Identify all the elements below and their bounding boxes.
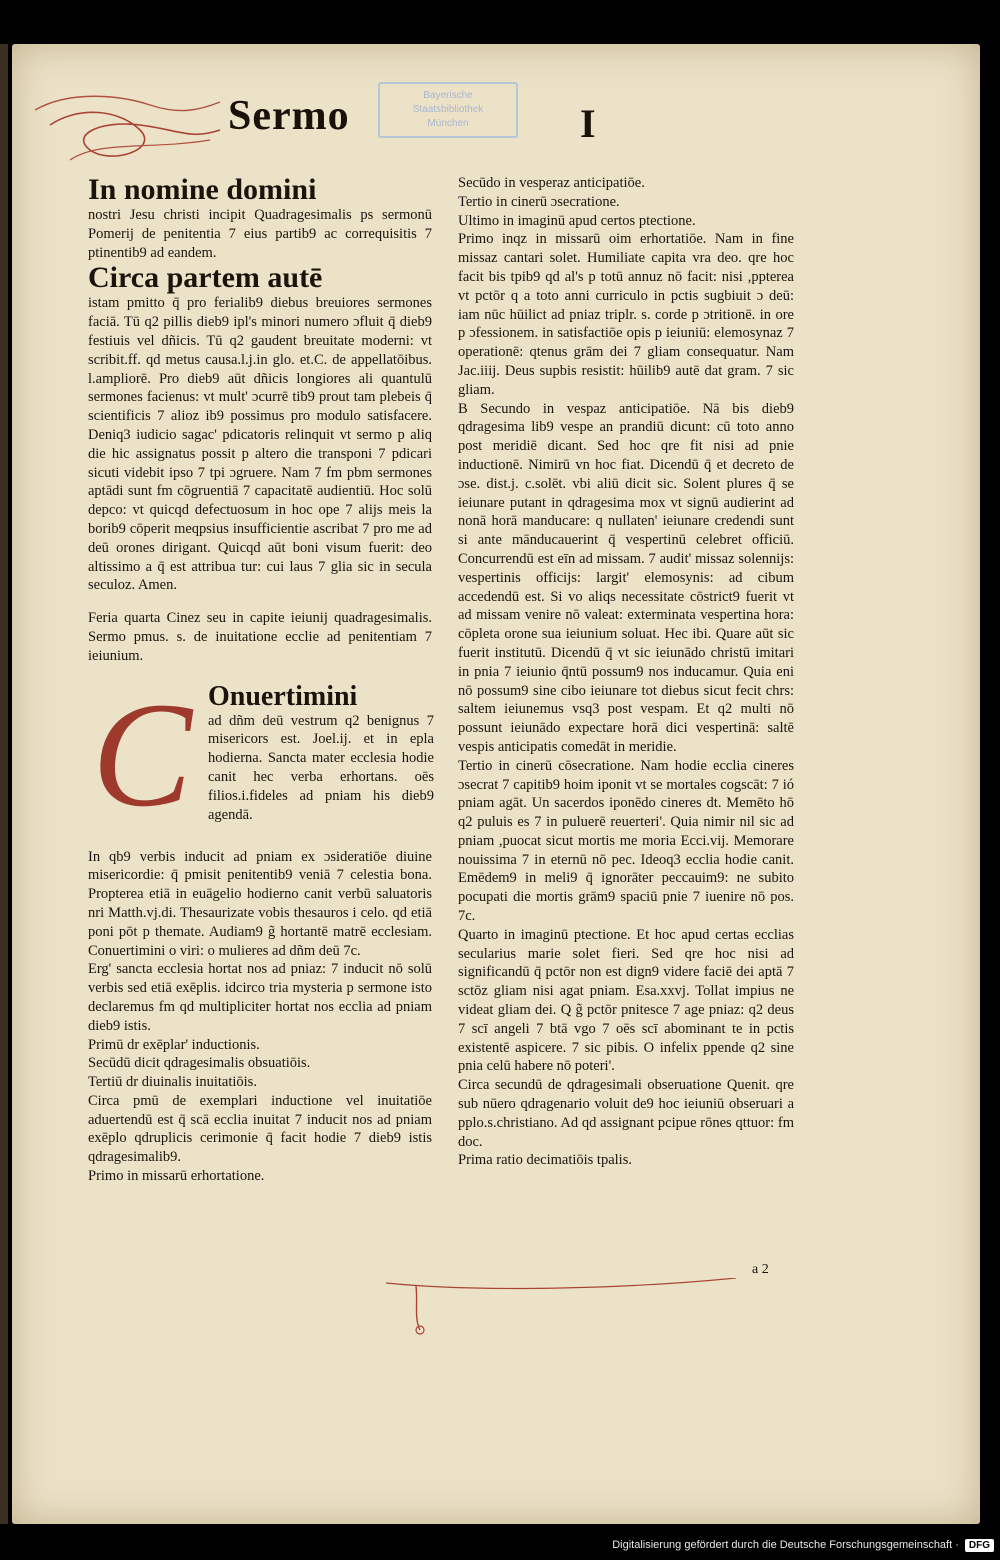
closing-line: Prima ratio decimatiōis tpalis. bbox=[458, 1152, 632, 1169]
list-item: Primū dr exēplar' inductionis. bbox=[88, 1036, 260, 1053]
stamp-line: München bbox=[427, 118, 469, 129]
signature-mark: a 2 bbox=[752, 1262, 769, 1277]
body-paragraph: Primo inqz in missarū oim erhortatiōe. Nam in fine missaz cantari solet. Humiliate capita vra deo. qre hoc facit bis tpib9 qd al's p totū annuz nō facit: nisi ,ppterea vt pctōr q a toto anni curriculo in pctis sugbiuit ɔ deū: iam nūc hūilict ad pniaz triplr. s. corde p ɔtritionē. in ore p ɔfessionem. in satisfactiōe opis p ieiuniū: elemosynaz 7 operationē: qtenus grām dei 7 gliam consequatur. Nam Jac.iiij. Deus supbis resistit: hūilib9 autē dat gram. 7 sic gliam. bbox=[458, 231, 794, 398]
rubric-paragraph: Feria quarta Cinez seu in capite ieiunij quadragesimalis. Sermo pmus. s. de inuitatione ecclie ad penitentiam 7 ieiunium. bbox=[88, 610, 432, 664]
body-paragraph: In qb9 verbis inducit ad pniam ex ɔsideratiōe diuine misericordie: q̄ pmisit penitentib9 veniā 7 celestia bona. Propterea etiā in euāgelio hodierno canit verbū saluatoris nri Matth.vj.di. Thesaurizate vobis thesauros i celo. qd etiā poni pōt p themate. Audiam9 g̃ hortantē matrē ecclesiam. Conuertimini o viri: o mulieres ad dñm deū 7c. bbox=[88, 848, 432, 959]
footer-text: Digitalisierung gefördert durch die Deutsche Forschungsgemeinschaft · bbox=[612, 1539, 959, 1551]
footer-bar bbox=[612, 1534, 994, 1556]
library-stamp bbox=[378, 82, 518, 138]
body-paragraph: Quarto in imaginū ptectione. Et hoc apud certas ecclias secularius marie solet fieri. Sed qre hoc nisi ad significandū q̄ pctōr non est dign9 videre faciē dei aptā 7 sctōz gliam nisi agat pniam. Esa.xxvj. Tollat impius ne videat gliam dei. Q g̃ pctōr pnitesce 7 age pniaz: q2 deus 7 scī angeli 7 btā vgo 7 oēs scī abominant te in pctis existentē aspicere. 7 sic pibis. O infelix ppende q2 sine pnia celū habere nō poteri'. bbox=[458, 926, 794, 1075]
stamp-line: Bayerische bbox=[423, 90, 473, 101]
intro-text: nostri Jesu christi incipit Quadragesimalis ps sermonū Pomerij de penitentia 7 eius partib9 ac correquisitis 7 ptinentib9 ad eandem. bbox=[88, 207, 432, 261]
body-paragraph: B Secundo in vespaz anticipatiōe. Nā bis dieb9 qdragesima lib9 vespe an prandiū dicunt: cū toto anno post meridiē dicant. Sed hoc qre fit nisi ad pnie inductionē. Nimirū vn hoc fiat. Dicendū q̄ et decreto de ɔse. dist.j. c.solēt. vbi aliū dicit sic. Solent plures q̄ se ieiunare putant in qdragesima mox vt signū audierint ad nonā horā manducare: q nullaten' ieiunare credendi sunt si ante mānducauerint q̄ vespertinū celebret officiū. Concurrendū est eīn ad missam. 7 audit' missaz solennijs: vespertinis officijs: largit' elemosynis: ad cibum accedendū est. Si vo aliqs necessitate cōstrict9 fuerit vt ad missam venire nō valeat: exterminata vespertina hora: cōpleta orone sua ieiunium soluat. Hec ibi. Quare aūt sic fuerit institutū. Dicendū q̄ vt sic ieiunādo christū imitari in pnia 7 ieiunio q̄ntū possum9 nos inducamur. Quia eni nō possum9 sine cibo ieiunare tot diebus sicut fecit chrs: saltem ieiunemus vsq3 post vespam. Et q2 multi nō possunt ieiunādo expectare horā dici vespertinā: saltē vespis anticipatis comedāt in meridie. bbox=[458, 400, 794, 755]
body-paragraph: Circa secundū de qdragesimali obseruatione Quenit. qre sub nūero qdragenario voluit de9 hoc ieiuniū obseruari a pplo.s.christiano. Ad qd assignant pcipue rōnes qttuor: fm doc. bbox=[458, 1077, 794, 1150]
red-flourish bbox=[30, 70, 230, 180]
list-item: Secūdo in vesperaz anticipatiōe. bbox=[458, 175, 645, 191]
list-item: Ultimo in imaginū apud certos ptectione. bbox=[458, 212, 696, 229]
right-column bbox=[458, 174, 794, 1170]
initial-text bbox=[208, 682, 434, 825]
sermon-heading: Onuertimini bbox=[208, 680, 358, 712]
list-item: Tertio in cinerū ɔsecratione. bbox=[458, 193, 620, 210]
opening-heading: In nomine domini bbox=[88, 173, 317, 206]
bottom-flourish bbox=[386, 1278, 746, 1338]
stamp-line: Staatsbibliothek bbox=[412, 104, 484, 115]
body-paragraph: Erg' sancta ecclesia hortat nos ad pniaz: 7 inducit nō solū verbis sed etiā exēplis. idcirco tria mysteria p sermone isto declaremus fm qd multipliciter hortat nos ecclia ad pniam dieb9 istis. bbox=[88, 961, 432, 1034]
section-heading: Circa partem autē bbox=[88, 261, 323, 295]
dfg-logo: DFG bbox=[965, 1539, 994, 1552]
list-item: Tertiū dr diuinalis inuitatiōis. bbox=[88, 1074, 257, 1091]
initial-paragraph: ad dñm deū vestrum q2 benignus 7 misericors est. Joel.ij. et in epla hodierna. Sancta mater ecclesia hodie canit hec verba erhortans. oēs filios.i.fideles ad pniam his dieb9 agendā. bbox=[208, 712, 434, 823]
left-column bbox=[88, 174, 432, 1186]
page-edge bbox=[0, 44, 8, 1524]
list-item: Secūdū dicit qdragesimalis obsuatiōis. bbox=[88, 1055, 311, 1072]
page-header-title: Sermo bbox=[228, 93, 350, 139]
decorated-initial: C bbox=[92, 671, 193, 838]
folio-number: I bbox=[580, 101, 596, 146]
body-paragraph: Circa pmū de exemplari inductione vel inuitatiōe aduertendū est q̄ scā ecclia inuitat 7 inducit nos ad pniam exēplo qdruplicis cerimonie q̄ facit hodie 7 dieb9 istis qdragesimalib9. bbox=[88, 1092, 432, 1166]
closing-line: Primo in missarū erhortatione. bbox=[88, 1168, 265, 1185]
initial-block bbox=[88, 671, 434, 848]
body-paragraph: istam pmitto q̄ pro ferialib9 diebus breuiores sermones faciā. Tū q2 pillis dieb9 ipl's minori numero ɔfluit q̄ dieb9 festiuis vel dñicis. Tū q2 gaudent breuitate moderni: vt scribit.ff. qd metus causa.l.j.in glo. et.C. de appellatōibus. l.ampliorē. Pro dieb9 aūt dñicis longiores ali quantulū sermones facienus: vt mult' ɔcurrē tib9 prout tam plebeis q̄ scientificis 7 alioz ib9 possimus pro modulo satisfacere. Deniq3 iudicio sagac' pdicatoris relinquit vt sermo p aliq die hic assignatus possit p altero die transponi 7 pdicari sicuti videbit ipso 7 tpi ɔgruere. Nam 7 fm pbm sermones aptādi sunt fm cōgruentiā 7 capacitatē audientiū. Hoc solū depco: vt quicqd defectuosum in hoc ope 7 alijs meis la borib9 cōperit meqpsius insufficientie ascribat 7 pro me ad deū orones dirigant. Quicqd aūt boni visum fuerit: deo altissimo a q̄ est attribua tur: cui laus 7 glia sic in secula seculoz. Amen. bbox=[88, 295, 432, 594]
body-paragraph: Tertio in cinerū cōsecratione. Nam hodie ecclia cineres ɔsecrat 7 capitib9 hoim iponit vt se mortales cogscāt: 7 ió pniam agāt. Un sacerdos iponēdo cineres dt. Memēto hō q2 puluis es 7 in puluerē reuerteri'. Quia nimir nil sic ad pniam ,puocat sicut mortis me moria Ecci.vij. Memorare nouissima 7 in eternū nō pec. Ideoq3 ecclia hodie canit. Emēdem9 in meli9 q̄ ignorāter peccauim9: ne subito pocupati die mortis grām9 spaciū pnie 7 iuenire nō pos. 7c. bbox=[458, 757, 794, 925]
